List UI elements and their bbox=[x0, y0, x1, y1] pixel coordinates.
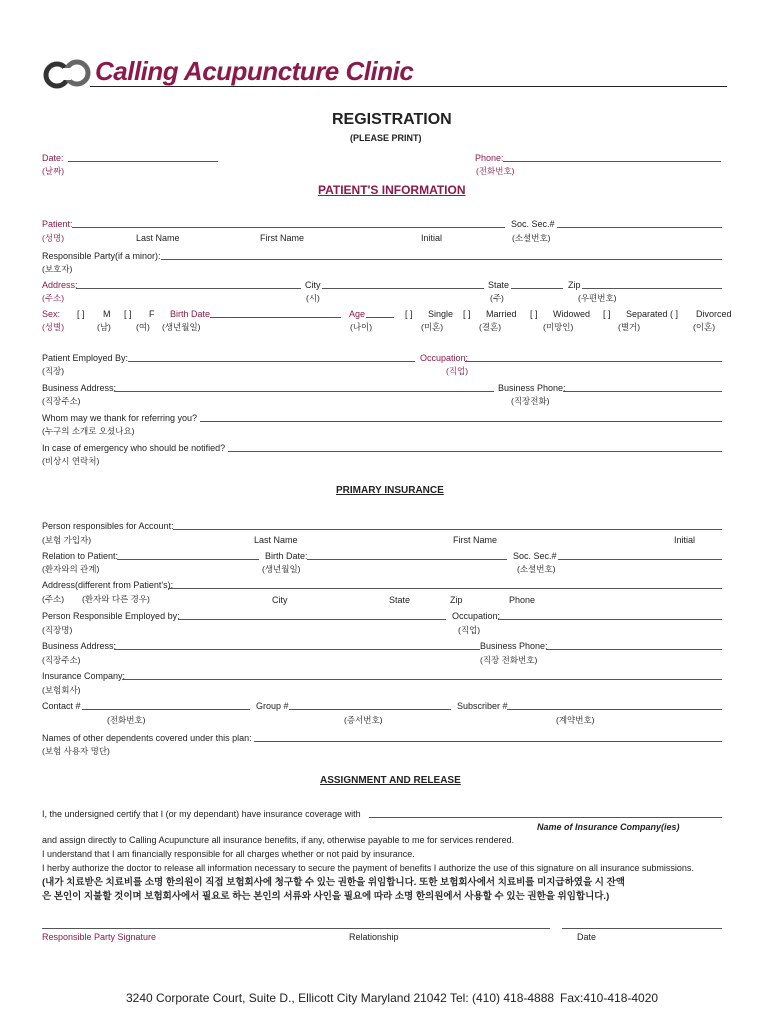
ins-employed-field[interactable] bbox=[178, 619, 446, 620]
responsible-party-label-ko: (보호자) bbox=[42, 264, 73, 274]
assign-text-1: and assign directly to Calling Acupuncture all insurance benefits, if any, otherwise payable to me for services rendered. bbox=[42, 835, 515, 845]
sex-label: Sex: bbox=[42, 309, 61, 319]
ins-company-field[interactable] bbox=[122, 679, 722, 680]
ins-state-caption: State bbox=[389, 595, 411, 605]
ins-occupation-label: Occupation: bbox=[452, 611, 501, 621]
address-field[interactable] bbox=[76, 288, 301, 289]
emergency-label-ko: (비상시 연락처) bbox=[42, 456, 100, 466]
responsible-party-field[interactable] bbox=[161, 259, 722, 260]
relation-label-ko: (환자와의 관계) bbox=[42, 564, 100, 574]
business-address-field[interactable] bbox=[114, 391, 494, 392]
assign-text-3: I herby authorize the doctor to release all information necessary to secure the payment of benefits I authorize the use of this signature on all insurance submissions. bbox=[42, 863, 694, 873]
employed-by-label-ko: (직장) bbox=[42, 366, 65, 376]
date-label: Date: bbox=[42, 153, 64, 163]
sex-female-label: F bbox=[149, 309, 155, 319]
ins-ssn-label: Soc. Sec.# bbox=[513, 551, 557, 561]
last-name-caption: Last Name bbox=[136, 233, 180, 243]
zip-label-ko: (우편번호) bbox=[578, 293, 617, 303]
sex-female-label-ko: (여) bbox=[136, 322, 150, 332]
subscriber-field[interactable] bbox=[507, 709, 722, 710]
referral-field[interactable] bbox=[200, 421, 722, 422]
sex-male-label: M bbox=[103, 309, 111, 319]
business-address-label-ko: (직장주소) bbox=[42, 396, 81, 406]
emergency-field[interactable] bbox=[228, 451, 722, 452]
patient-name-label: Patient: bbox=[42, 219, 73, 229]
dependents-label: Names of other dependents covered under this plan: bbox=[42, 733, 252, 743]
form-subtitle: (PLEASE PRINT) bbox=[350, 133, 422, 143]
patient-name-field[interactable] bbox=[72, 227, 505, 228]
ins-business-address-label: Business Address: bbox=[42, 641, 117, 651]
insurance-company-caption: Name of Insurance Company(ies) bbox=[537, 822, 680, 832]
group-label-ko: (증서번호) bbox=[344, 715, 383, 725]
footer-fax: Fax:410-418-4020 bbox=[560, 991, 659, 1005]
birth-date-field[interactable] bbox=[210, 317, 341, 318]
ssn-label-ko: (소셜번호) bbox=[512, 233, 551, 243]
referral-label-ko: (누구의 소개로 오셨나요) bbox=[42, 426, 135, 436]
age-label-ko: (나이) bbox=[350, 322, 373, 332]
widowed-label-ko: (미망인) bbox=[543, 322, 574, 332]
separated-label-ko: (별거) bbox=[618, 322, 641, 332]
married-label: Married bbox=[486, 309, 517, 319]
ins-business-phone-field[interactable] bbox=[546, 649, 722, 650]
zip-field[interactable] bbox=[582, 288, 722, 289]
ins-birth-date-label-ko: (생년월일) bbox=[262, 564, 301, 574]
ssn-field[interactable] bbox=[557, 227, 722, 228]
ins-employed-label: Person Responsible Employed by: bbox=[42, 611, 180, 621]
ins-ssn-label-ko: (소셜번호) bbox=[517, 564, 556, 574]
age-field[interactable] bbox=[366, 317, 394, 318]
occupation-field[interactable] bbox=[465, 361, 722, 362]
subscriber-label-ko: (계약번호) bbox=[556, 715, 595, 725]
group-label: Group # bbox=[256, 701, 289, 711]
referral-label: Whom may we thank for referring you? bbox=[42, 413, 198, 423]
signature-date-field[interactable] bbox=[562, 928, 722, 929]
ins-business-phone-label-ko: (직장 전화번호) bbox=[480, 655, 538, 665]
footer-address: 3240 Corporate Court, Suite D., Ellicott City Maryland 21042 bbox=[126, 991, 447, 1005]
account-person-field[interactable] bbox=[173, 529, 722, 530]
state-field[interactable] bbox=[511, 288, 563, 289]
state-label: State bbox=[488, 280, 510, 290]
account-person-label-ko: (보험 가입자) bbox=[42, 535, 92, 545]
insurance-company-names-field[interactable] bbox=[369, 817, 722, 818]
birth-date-label: Birth Date bbox=[170, 309, 211, 319]
ins-address-label-ko: (주소) bbox=[42, 594, 65, 604]
separated-label: Separated bbox=[626, 309, 668, 319]
sex-label-ko: (성별) bbox=[42, 322, 65, 332]
phone-label: Phone: bbox=[475, 153, 504, 163]
clinic-logo bbox=[43, 58, 95, 90]
assignment-heading: ASSIGNMENT AND RELEASE bbox=[320, 775, 461, 786]
account-person-label: Person responsibles for Account: bbox=[42, 521, 174, 531]
city-label-ko: (시) bbox=[306, 293, 320, 303]
ins-company-label: Insurance Company: bbox=[42, 671, 126, 681]
relation-field[interactable] bbox=[117, 559, 259, 560]
footer-tel: Tel: (410) 418-4888 bbox=[450, 991, 555, 1005]
married-checkbox[interactable]: [ ] bbox=[463, 309, 471, 319]
single-label-ko: (미혼) bbox=[421, 322, 444, 332]
married-label-ko: (결혼) bbox=[479, 322, 502, 332]
city-label: City bbox=[305, 280, 321, 290]
ins-business-address-label-ko: (직장주소) bbox=[42, 655, 81, 665]
business-phone-label: Business Phone: bbox=[498, 383, 566, 393]
first-name-caption: First Name bbox=[260, 233, 305, 243]
ins-birth-date-field[interactable] bbox=[307, 559, 507, 560]
ins-ssn-field[interactable] bbox=[558, 559, 722, 560]
contact-label: Contact # bbox=[42, 701, 81, 711]
responsible-party-label: Responsible Party(if a minor): bbox=[42, 251, 161, 261]
employed-by-field[interactable] bbox=[128, 361, 415, 362]
patient-name-label-ko: (성명) bbox=[42, 233, 65, 243]
ins-first-name-caption: First Name bbox=[453, 535, 498, 545]
ins-company-label-ko: (보험회사) bbox=[42, 685, 81, 695]
divorced-label: Divorced bbox=[696, 309, 732, 319]
initial-caption: Initial bbox=[421, 233, 443, 243]
date-label-ko: (날짜) bbox=[42, 166, 65, 176]
separated-checkbox[interactable]: [ ] bbox=[603, 309, 611, 319]
ins-last-name-caption: Last Name bbox=[254, 535, 298, 545]
dependents-field[interactable] bbox=[254, 741, 722, 742]
patient-info-heading: PATIENT'S INFORMATION bbox=[318, 183, 466, 197]
ins-employed-label-ko: (직장명) bbox=[42, 625, 73, 635]
group-field[interactable] bbox=[289, 709, 451, 710]
occupation-label-ko: (직업) bbox=[446, 366, 469, 376]
ins-initial-caption: Initial bbox=[674, 535, 696, 545]
relationship-caption: Relationship bbox=[349, 932, 399, 942]
ssn-label: Soc. Sec.# bbox=[511, 219, 555, 229]
assign-text-ko-2: 은 본인이 지불할 것이며 보험회사에서 필요로 하는 본인의 서류와 사인을 필요에 따라 소명 한의원에서 사용할 수 있는 권한을 위임합니다.) bbox=[42, 891, 610, 902]
assign-text-ko-1: (내가 치료받은 치료비를 소명 한의원이 직접 보험회사에 청구할 수 있는 권한을 위임합니다. 또한 보험회사에서 치료비를 미지급하였을 시 잔액 bbox=[42, 877, 625, 888]
certify-text: I, the undersigned certify that I (or my dependant) have insurance coverage with bbox=[42, 809, 361, 819]
relation-label: Relation to Patient: bbox=[42, 551, 119, 561]
zip-label: Zip bbox=[568, 280, 581, 290]
ins-address-note-ko: (환자와 다른 경우) bbox=[82, 594, 150, 604]
age-label: Age bbox=[349, 309, 366, 319]
signature-caption: Responsible Party Signature bbox=[42, 932, 157, 942]
address-label: Address: bbox=[42, 280, 78, 290]
birth-date-label-ko: (생년월일) bbox=[162, 322, 201, 332]
divorced-label-ko: (이혼) bbox=[693, 322, 716, 332]
date-field[interactable] bbox=[68, 161, 218, 162]
single-checkbox[interactable]: [ ] bbox=[405, 309, 413, 319]
business-phone-field[interactable] bbox=[563, 391, 722, 392]
divorced-checkbox[interactable]: ( ] bbox=[670, 309, 678, 319]
header-rule bbox=[90, 86, 727, 87]
ins-zip-caption: Zip bbox=[450, 595, 463, 605]
clinic-name: Calling Acupuncture Clinic bbox=[95, 56, 414, 86]
ins-phone-caption: Phone bbox=[509, 595, 536, 605]
subscriber-label: Subscriber # bbox=[457, 701, 508, 711]
phone-field[interactable] bbox=[503, 161, 721, 162]
state-label-ko: (주) bbox=[490, 293, 504, 303]
widowed-checkbox[interactable]: [ ] bbox=[530, 309, 538, 319]
ins-business-address-field[interactable] bbox=[114, 649, 480, 650]
ins-address-label: Address(different from Patient's): bbox=[42, 580, 174, 590]
city-field[interactable] bbox=[322, 288, 484, 289]
widowed-label: Widowed bbox=[553, 309, 591, 319]
contact-field[interactable] bbox=[82, 709, 250, 710]
form-title: REGISTRATION bbox=[332, 111, 452, 128]
signature-field[interactable] bbox=[42, 928, 550, 929]
emergency-label: In case of emergency who should be notified? bbox=[42, 443, 226, 453]
business-phone-label-ko: (직장전화) bbox=[511, 396, 550, 406]
ins-city-caption: City bbox=[272, 595, 288, 605]
phone-label-ko: (전화번호) bbox=[476, 166, 515, 176]
signature-date-caption: Date bbox=[577, 932, 597, 942]
assign-text-2: I understand that I am financially responsible for all charges whether or not paid by insurance. bbox=[42, 849, 415, 859]
sex-female-checkbox[interactable]: [ ] bbox=[124, 309, 132, 319]
dependents-label-ko: (보험 사용자 명단) bbox=[42, 746, 110, 756]
ins-occupation-field[interactable] bbox=[498, 619, 722, 620]
ins-birth-date-label: Birth Date: bbox=[265, 551, 308, 561]
primary-insurance-heading: PRIMARY INSURANCE bbox=[336, 485, 444, 496]
single-label: Single bbox=[428, 309, 454, 319]
ins-business-phone-label: Business Phone: bbox=[480, 641, 548, 651]
occupation-label: Occupation: bbox=[420, 353, 469, 363]
business-address-label: Business Address: bbox=[42, 383, 117, 393]
sex-male-checkbox[interactable]: [ ] bbox=[77, 309, 85, 319]
employed-by-label: Patient Employed By: bbox=[42, 353, 129, 363]
sex-male-label-ko: (남) bbox=[97, 322, 111, 332]
contact-label-ko: (전화번호) bbox=[107, 715, 146, 725]
ins-address-field[interactable] bbox=[168, 588, 722, 589]
address-label-ko: (주소) bbox=[42, 293, 65, 303]
ins-occupation-label-ko: (직업) bbox=[458, 625, 481, 635]
